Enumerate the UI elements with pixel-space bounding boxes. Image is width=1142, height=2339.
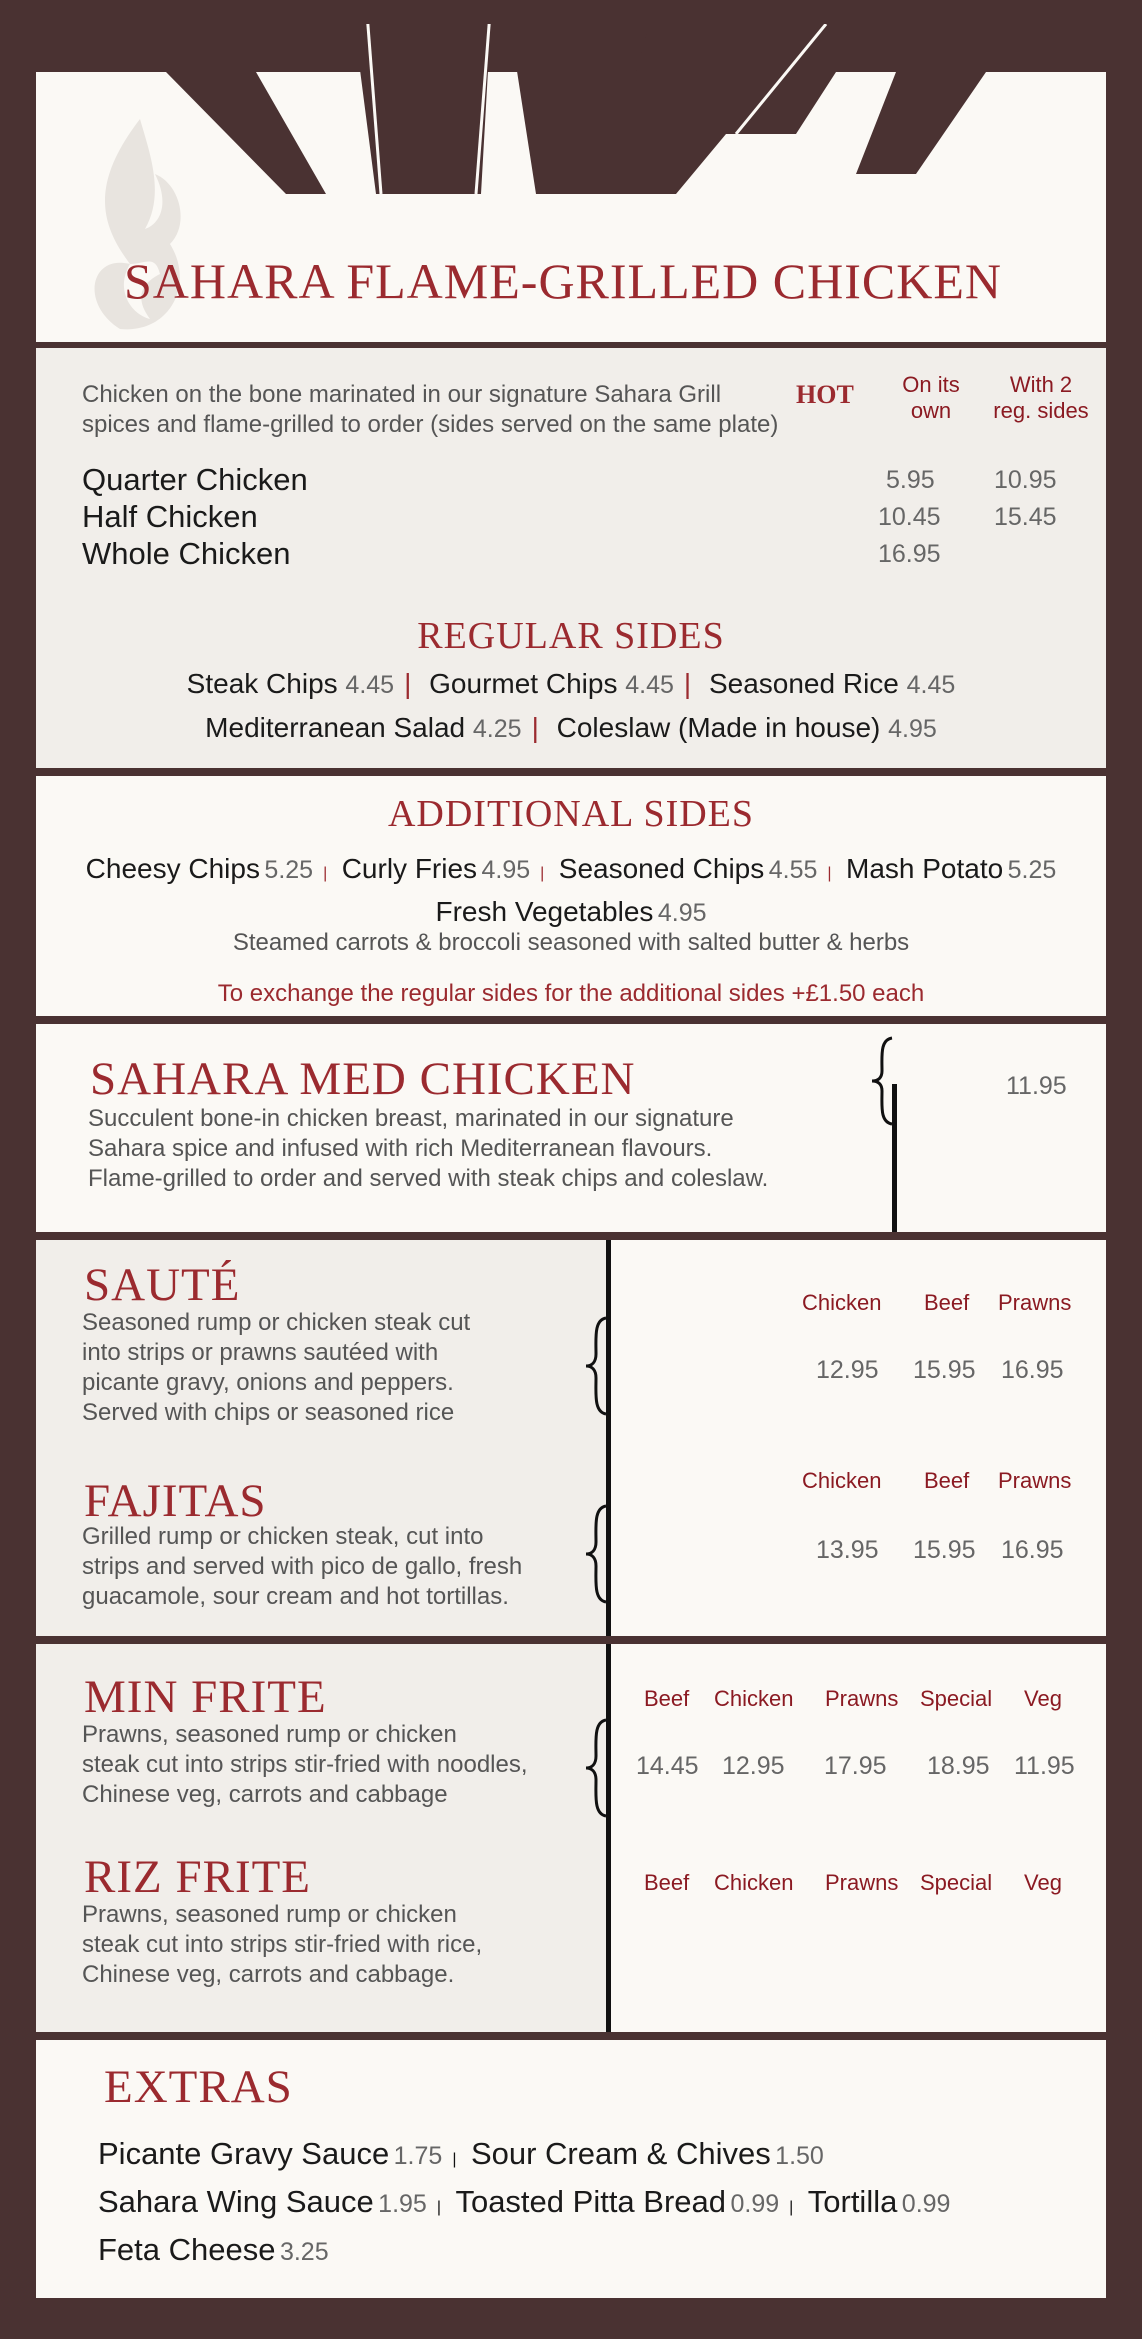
brace-icon — [582, 1718, 612, 1818]
med-chicken-description: Succulent bone-in chicken breast, marinated in our signature Sahara spice and infused with rich Mediterranean flavours. Flame-grilled to order and served with steak chips and coleslaw. — [88, 1105, 769, 1192]
riz-frite-header-special: Special — [920, 1870, 993, 1895]
additional-sides-row-2: Fresh Vegetables 4.95 — [435, 896, 707, 927]
header-panel — [36, 24, 1106, 342]
fajitas-price-prawns: 16.95 — [1001, 1536, 1064, 1564]
min-frite-description: Prawns, seasoned rump or chicken steak cut into strips stir-fried with noodles, Chinese veg, carrots and cabbage — [82, 1721, 528, 1808]
riz-frite-header-chicken: Chicken — [714, 1870, 794, 1895]
list-item: Half Chicken 10.45 15.45 — [82, 499, 1057, 534]
fajitas-price-beef: 15.95 — [913, 1536, 976, 1564]
saute-fajitas-panel — [36, 1240, 1106, 1636]
min-frite-header-prawns: Prawns — [825, 1686, 899, 1711]
regular-sides-title: REGULAR SIDES — [417, 615, 725, 657]
veg-note: Steamed carrots & broccoli seasoned with salted butter & herbs — [232, 929, 910, 956]
min-frite-price-chicken: 12.95 — [722, 1752, 785, 1780]
riz-frite-title: RIZ FRITE — [84, 1851, 312, 1903]
riz-frite-header-prawns: Prawns — [825, 1870, 899, 1895]
additional-sides-panel — [36, 776, 1106, 1016]
fajitas-description: Grilled rump or chicken steak, cut into strips and served with pico de gallo, fresh guacamole, sour cream and hot tortillas. — [82, 1523, 523, 1610]
exchange-note: To exchange the regular sides for the additional sides +£1.50 each — [217, 980, 925, 1007]
min-frite-price-special: 18.95 — [927, 1752, 990, 1780]
fajitas-price-chicken: 13.95 — [816, 1536, 879, 1564]
chicken-panel — [36, 348, 1106, 768]
min-frite-header-special: Special — [920, 1686, 993, 1711]
page-title: SAHARA FLAME-GRILLED CHICKEN — [124, 253, 1002, 309]
min-frite-price-prawns: 17.95 — [824, 1752, 887, 1780]
min-frite-header-chicken: Chicken — [714, 1686, 794, 1711]
riz-frite-header-beef: Beef — [644, 1870, 690, 1895]
min-frite-price-veg: 11.95 — [1014, 1752, 1075, 1780]
additional-sides-row-1: Cheesy Chips 5.25 | Curly Fries 4.95 | Seasoned Chips 4.55 | Mash Potato 5.25 — [85, 853, 1057, 884]
extras-row-3: Feta Cheese 3.25 — [98, 2232, 329, 2267]
chicken-items — [82, 462, 1082, 573]
min-frite-price-beef: 14.45 — [636, 1752, 699, 1780]
min-frite-header-beef: Beef — [644, 1686, 690, 1711]
riz-frite-description: Prawns, seasoned rump or chicken steak cut into strips stir-fried with rice, Chinese veg, carrots and cabbage. — [82, 1901, 483, 1988]
saute-header-prawns: Prawns — [998, 1290, 1072, 1315]
hot-badge: HOT — [796, 380, 854, 409]
med-chicken-panel — [36, 1024, 1106, 1232]
saute-price-beef: 15.95 — [913, 1356, 976, 1384]
med-chicken-title: SAHARA MED CHICKEN — [90, 1053, 636, 1105]
saute-header-beef: Beef — [924, 1290, 970, 1315]
fajitas-title: FAJITAS — [84, 1475, 267, 1527]
chicken-description: Chicken on the bone marinated in our signature Sahara Grill spices and flame-grilled to order (sides served on the same plate) — [82, 381, 779, 438]
regular-sides-row-2: Mediterranean Salad 4.25 | Coleslaw (Made in house) 4.95 — [205, 712, 937, 743]
col-header-with-sides: With 2 reg. sides — [993, 372, 1089, 423]
additional-sides-title: ADDITIONAL SIDES — [387, 793, 755, 835]
fajitas-header-beef: Beef — [924, 1468, 970, 1493]
brace-icon — [582, 1316, 612, 1416]
med-chicken-price: 11.95 — [1006, 1072, 1067, 1100]
extras-row-1: Picante Gravy Sauce 1.75 | Sour Cream & Chives 1.50 — [98, 2136, 824, 2171]
brace-icon — [582, 1504, 612, 1604]
min-frite-title: MIN FRITE — [84, 1671, 327, 1723]
riz-frite-header-veg: Veg — [1024, 1870, 1062, 1895]
saute-price-prawns: 16.95 — [1001, 1356, 1064, 1384]
extras-panel — [36, 2040, 1106, 2298]
saute-price-chicken: 12.95 — [816, 1356, 879, 1384]
frite-panel — [36, 1644, 1106, 2032]
fajitas-header-chicken: Chicken — [802, 1468, 882, 1493]
saute-title: SAUTÉ — [84, 1259, 241, 1311]
regular-sides-row-1: Steak Chips 4.45 | Gourmet Chips 4.45 | Seasoned Rice 4.45 — [186, 668, 956, 699]
saute-header-chicken: Chicken — [802, 1290, 882, 1315]
list-item: Whole Chicken 16.95 — [82, 536, 941, 571]
fajitas-header-prawns: Prawns — [998, 1468, 1072, 1493]
list-item: Quarter Chicken 5.95 10.95 — [82, 462, 1057, 497]
extras-title: EXTRAS — [104, 2061, 293, 2113]
divider — [892, 1084, 897, 1232]
saute-description: Seasoned rump or chicken steak cut into strips or prawns sautéed with picante gravy, onions and peppers. Served with chips or seasoned rice — [82, 1309, 471, 1426]
col-header-own: On its own — [902, 372, 960, 423]
divider — [606, 1644, 611, 2032]
min-frite-header-veg: Veg — [1024, 1686, 1062, 1711]
extras-row-2: Sahara Wing Sauce 1.95 | Toasted Pitta Bread 0.99 | Tortilla 0.99 — [98, 2184, 951, 2219]
